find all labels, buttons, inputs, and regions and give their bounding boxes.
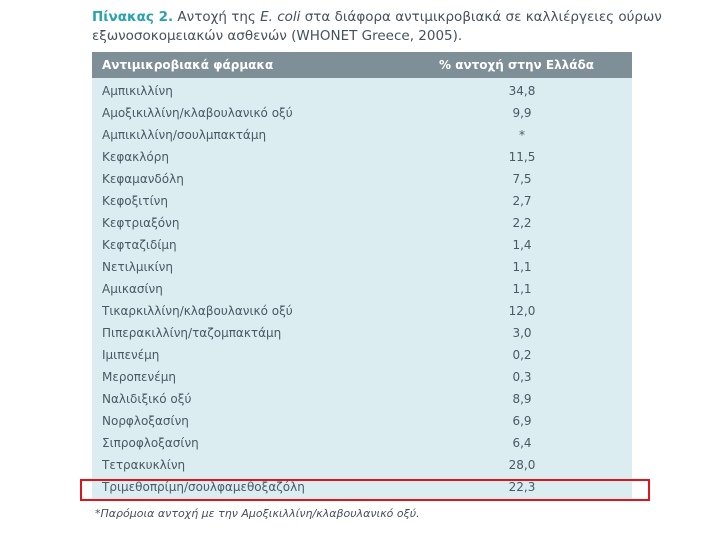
table-row <box>92 345 632 367</box>
table-header <box>92 52 632 78</box>
resistance-value: 7,5 <box>512 172 532 186</box>
table-row <box>92 433 632 455</box>
drug-name: Ναλιδιξικό οξύ <box>102 392 192 406</box>
resistance-value: 28,0 <box>508 458 536 472</box>
drug-name: Κεφαμανδόλη <box>102 172 184 186</box>
table-row <box>92 279 632 301</box>
drug-name: Αμπικιλλίνη <box>102 84 173 98</box>
drug-name: Τριμεθοπρίμη/σουλφαμεθοξαζόλη <box>102 480 305 494</box>
resistance-value: 6,9 <box>512 414 532 428</box>
header-resistance: % αντοχή στην Ελλάδα <box>439 58 594 72</box>
table-row <box>92 367 632 389</box>
resistance-value: 9,9 <box>512 106 532 120</box>
resistance-value: * <box>519 128 525 142</box>
table-row <box>92 147 632 169</box>
drug-name: Αμικασίνη <box>102 282 163 296</box>
resistance-value: 0,2 <box>512 348 532 362</box>
drug-name: Αμπικιλλίνη/σουλμπακτάμη <box>102 128 267 142</box>
resistance-value: 22,3 <box>508 480 536 494</box>
table-body <box>92 78 632 499</box>
table-row <box>92 257 632 279</box>
table-row <box>92 81 632 103</box>
resistance-value: 34,8 <box>508 84 536 98</box>
table-row <box>92 169 632 191</box>
caption-organism: E. coli <box>260 9 301 25</box>
caption-text-after: στα διάφορα αντιμικροβιακά σε καλλιέργειες ούρων εξωνοσοκομειακών ασθενών (WHONET Greece, 2005). <box>92 9 662 44</box>
table-row <box>92 323 632 345</box>
caption-label: Πίνακας 2. <box>92 9 174 25</box>
resistance-value: 6,4 <box>512 436 532 450</box>
resistance-value: 2,7 <box>512 194 532 208</box>
table-row <box>92 103 632 125</box>
table-row <box>92 213 632 235</box>
drug-name: Πιπερακιλλίνη/ταζομπακτάμη <box>102 326 282 340</box>
drug-name: Κεφακλόρη <box>102 150 169 164</box>
resistance-value: 3,0 <box>512 326 532 340</box>
table-row <box>92 411 632 433</box>
drug-name: Αμοξικιλλίνη/κλαβουλανικό οξύ <box>102 106 293 120</box>
resistance-value: 1,4 <box>512 238 532 252</box>
table-row <box>92 235 632 257</box>
table-footnote: *Παρόμοια αντοχή με την Αμοξικιλλίνη/κλαβουλανικό οξύ. <box>95 507 420 520</box>
resistance-value: 8,9 <box>512 392 532 406</box>
table-row <box>92 191 632 213</box>
drug-name: Κεφοξιτίνη <box>102 194 168 208</box>
drug-name: Κεφτριαξόνη <box>102 216 180 230</box>
table-row <box>92 125 632 147</box>
drug-name: Τικαρκιλλίνη/κλαβουλανικό οξύ <box>102 304 293 318</box>
resistance-table <box>92 52 632 501</box>
drug-name: Μεροπενέμη <box>102 370 176 384</box>
drug-name: Κεφταζιδίμη <box>102 238 177 252</box>
caption-text-before: Αντοχή της <box>173 9 261 25</box>
resistance-value: 1,1 <box>512 282 532 296</box>
table-row <box>92 455 632 477</box>
header-drugs: Αντιμικροβιακά φάρμακα <box>102 58 274 72</box>
resistance-value: 0,3 <box>512 370 532 384</box>
resistance-value: 11,5 <box>508 150 536 164</box>
highlight-box <box>80 479 650 501</box>
resistance-value: 12,0 <box>508 304 536 318</box>
drug-name: Σιπροφλοξασίνη <box>102 436 199 450</box>
table-row <box>92 301 632 323</box>
drug-name: Τετρακυκλίνη <box>102 458 186 472</box>
drug-name: Νετιλμικίνη <box>102 260 173 274</box>
table-row <box>92 389 632 411</box>
drug-name: Νορφλοξασίνη <box>102 414 189 428</box>
drug-name: Ιμιπενέμη <box>102 348 160 362</box>
resistance-value: 2,2 <box>512 216 532 230</box>
table-caption <box>92 8 662 46</box>
resistance-value: 1,1 <box>512 260 532 274</box>
